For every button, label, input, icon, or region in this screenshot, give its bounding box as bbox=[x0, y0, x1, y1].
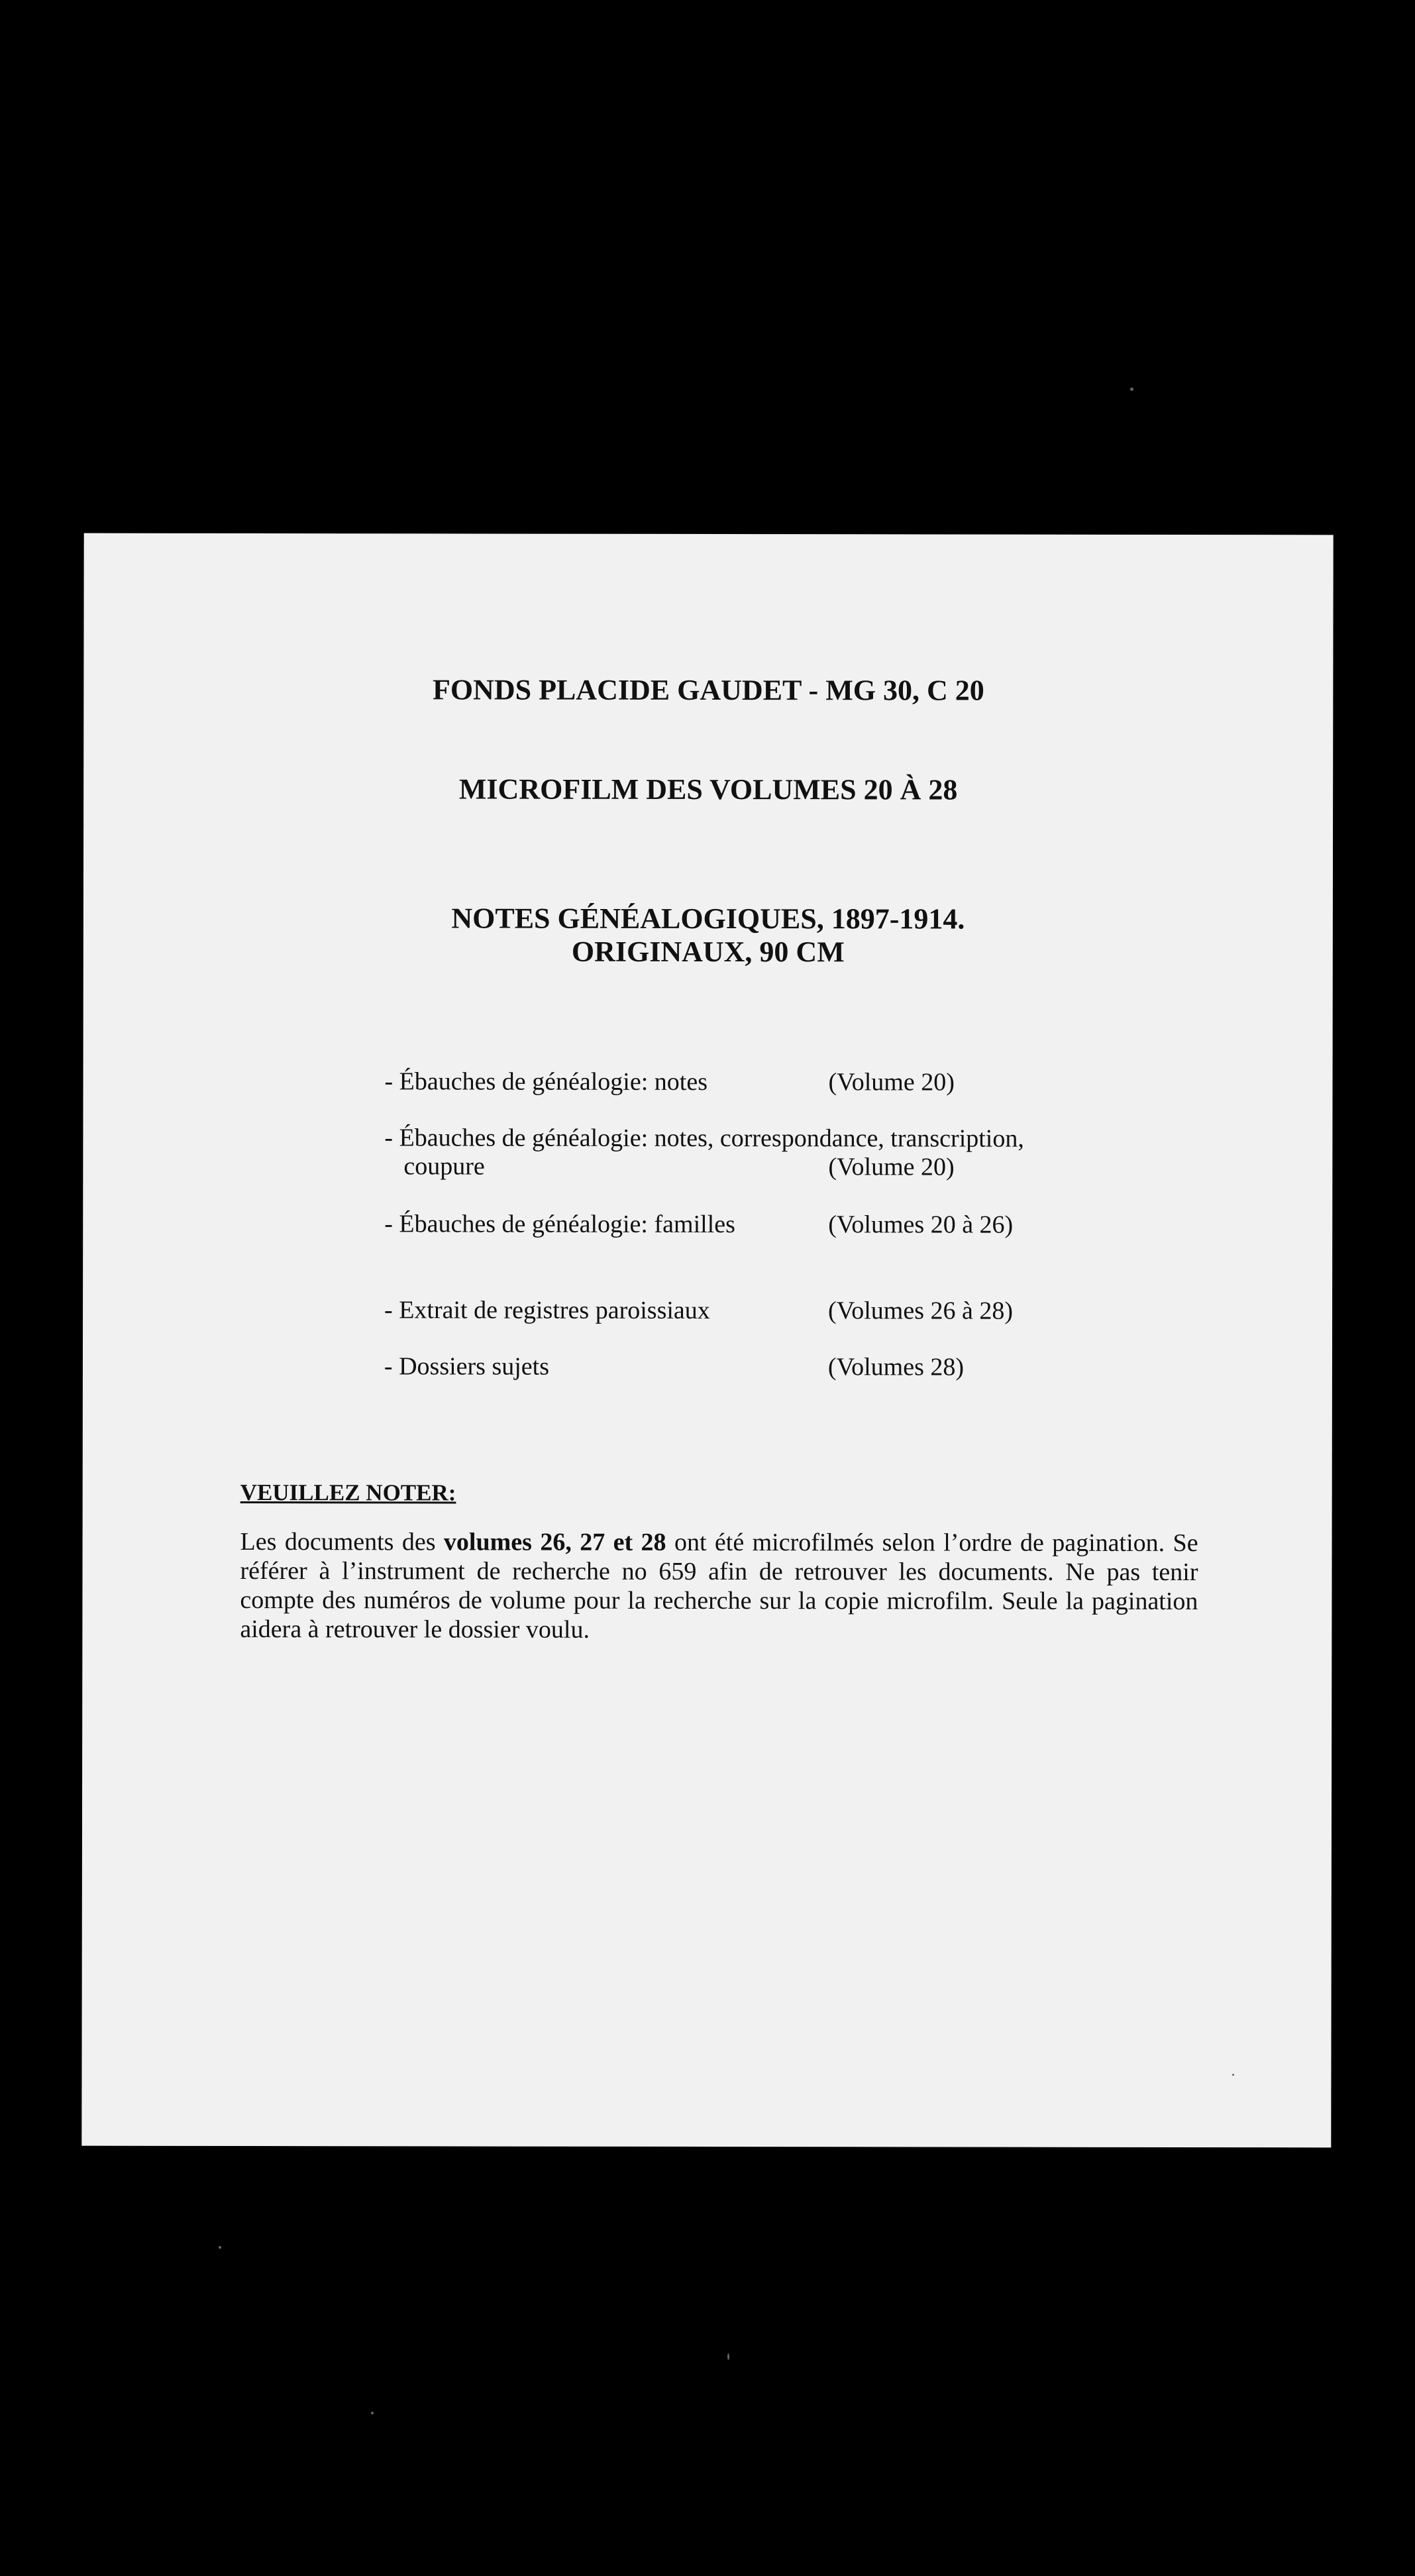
fonds-title: FONDS PLACIDE GAUDET - MG 30, C 20 bbox=[432, 673, 984, 707]
note-text-before: Les documents des bbox=[240, 1528, 444, 1556]
list-item bbox=[384, 1209, 1014, 1239]
item-volume: (Volume 20) bbox=[828, 1068, 955, 1097]
note-text-bold: volumes 26, 27 et 28 bbox=[443, 1528, 666, 1556]
item-label: - Dossiers sujets bbox=[384, 1352, 550, 1381]
item-label: - Ébauches de généalogie: notes bbox=[384, 1067, 708, 1096]
document-page bbox=[81, 533, 1333, 2148]
item-volume: (Volumes 28) bbox=[827, 1353, 965, 1381]
dust-speck bbox=[219, 2246, 221, 2249]
item-continuation: coupure bbox=[403, 1152, 485, 1181]
notes-title: NOTES GÉNÉALOGIQUES, 1897-1914. bbox=[451, 902, 965, 936]
list-item-continuation bbox=[403, 1152, 955, 1181]
dust-speck bbox=[1232, 2074, 1234, 2076]
note-title: VEUILLEZ NOTER: bbox=[240, 1479, 456, 1506]
note-text-after: ont été microfilmés selon l’ordre de pagination. Se référer à l’instrument de recherche no 659 afin de retrouver les documents. Ne pas tenir compte des numéros de volume pour la recherche sur la copie microfilm. Seule la pagination aidera à retrouver le dossier voulu. bbox=[240, 1528, 1198, 1644]
list-item bbox=[384, 1123, 1024, 1153]
originals-title: ORIGINAUX, 90 CM bbox=[571, 935, 845, 969]
item-label: - Ébauches de généalogie: familles bbox=[384, 1210, 735, 1239]
item-label: - Extrait de registres paroissiaux bbox=[384, 1296, 710, 1325]
microfilm-title: MICROFILM DES VOLUMES 20 À 28 bbox=[458, 773, 958, 806]
note-paragraph bbox=[240, 1527, 1198, 1645]
list-item bbox=[384, 1295, 1014, 1325]
item-volume: (Volumes 26 à 28) bbox=[828, 1297, 1014, 1325]
item-label: - Ébauches de généalogie: notes, correspondance, transcription, bbox=[384, 1124, 1024, 1153]
list-item bbox=[384, 1352, 965, 1381]
dust-speck bbox=[1130, 388, 1133, 391]
item-volume: (Volumes 20 à 26) bbox=[828, 1210, 1014, 1239]
list-item bbox=[384, 1067, 955, 1097]
dust-speck bbox=[371, 2412, 374, 2414]
item-volume: (Volume 20) bbox=[828, 1153, 955, 1181]
dust-speck bbox=[727, 2353, 729, 2360]
